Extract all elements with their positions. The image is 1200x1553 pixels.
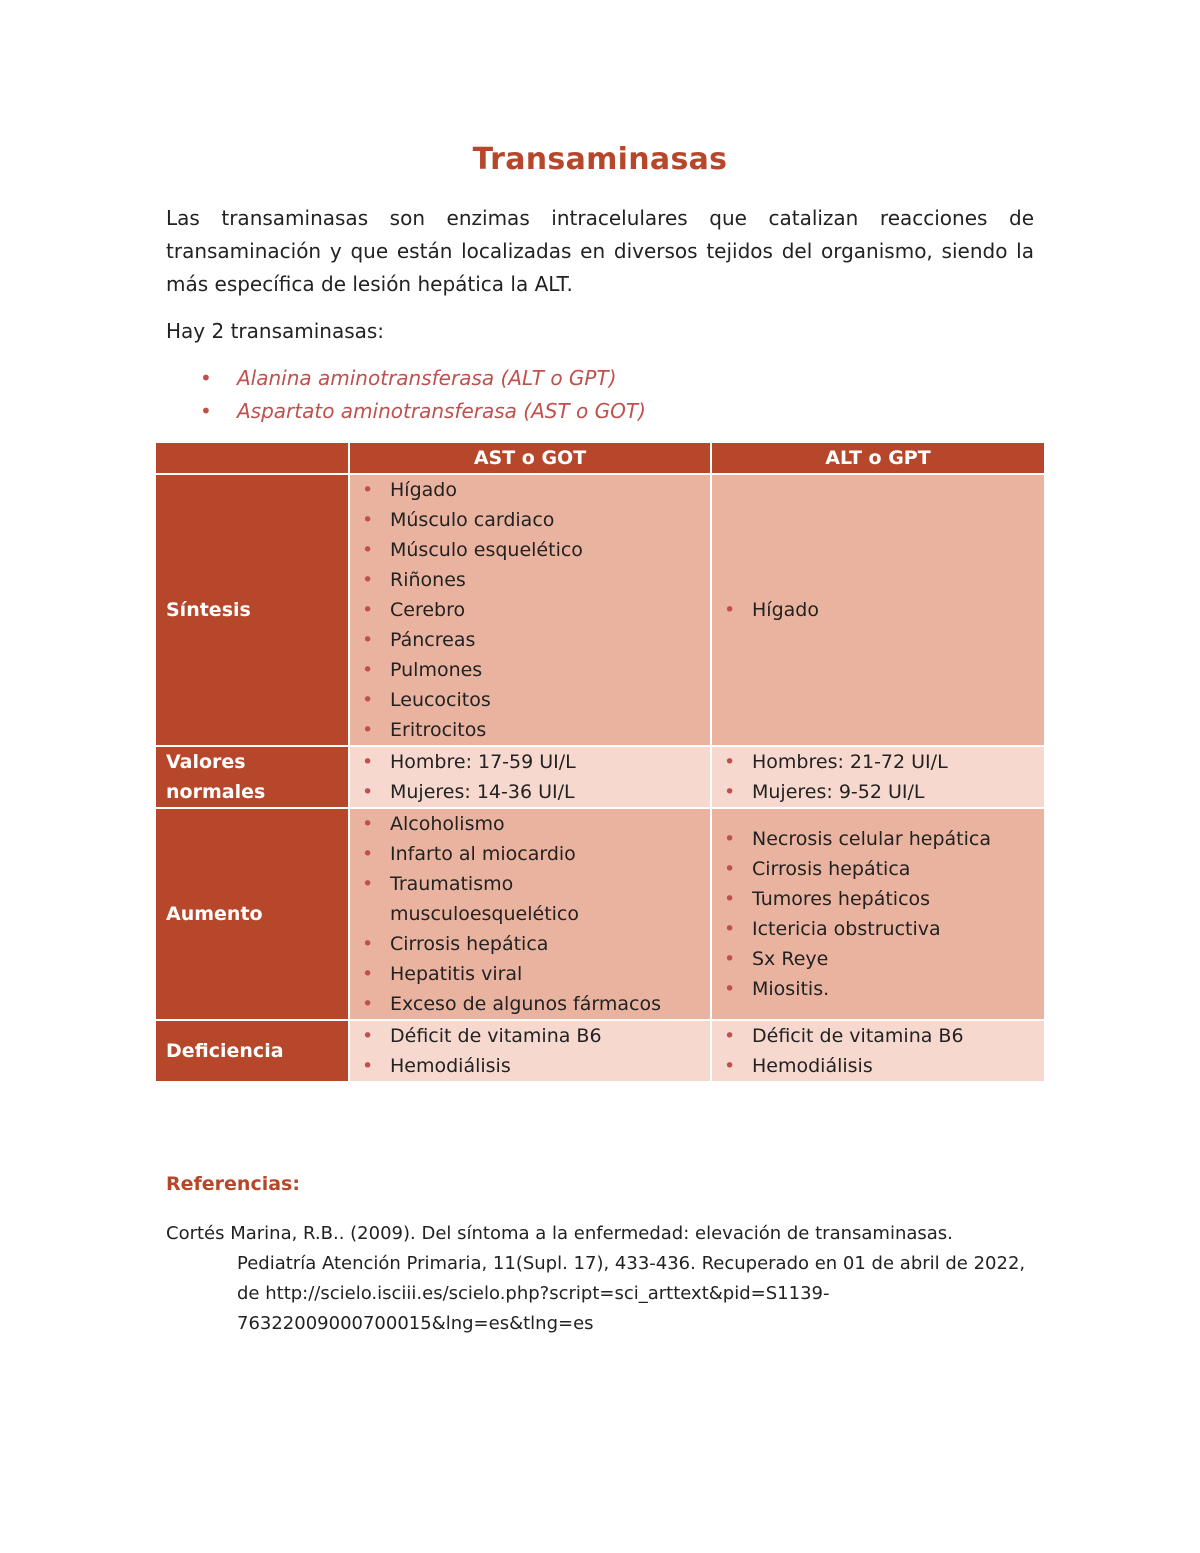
item-text: Pulmones (390, 659, 483, 681)
bullet-icon: • (724, 978, 736, 1000)
row-label-line: Valores (166, 751, 246, 773)
item-text: Necrosis celular hepática (752, 828, 991, 850)
bullet-icon: • (724, 858, 736, 880)
list-item (712, 974, 1044, 1004)
list-item (712, 854, 1044, 884)
enzyme-list (200, 362, 646, 428)
bullet-icon: • (362, 629, 374, 651)
enzyme-label: Aspartato aminotransferasa (AST o GOT) (237, 399, 646, 423)
bullet-icon: • (724, 1025, 736, 1047)
list-item (350, 747, 710, 777)
bullet-icon: • (362, 659, 374, 681)
row-label-sintesis: Síntesis (156, 475, 350, 747)
cell-ast-valores (350, 747, 712, 809)
bullet-icon: • (362, 751, 374, 773)
list-item (712, 824, 1044, 854)
list-item (350, 535, 710, 565)
table-row-sintesis (156, 475, 1044, 747)
item-text: Eritrocitos (390, 719, 487, 741)
bullet-icon: • (724, 751, 736, 773)
cell-alt-deficiencia (712, 1021, 1044, 1081)
item-text: Traumatismo musculoesquelético (390, 873, 579, 925)
table-row-valores (156, 747, 1044, 809)
row-label-aumento: Aumento (156, 809, 350, 1021)
bullet-icon: • (362, 479, 374, 501)
list-item (712, 914, 1044, 944)
bullet-icon: • (362, 843, 374, 865)
list-item (350, 869, 710, 929)
alt-aumento-list (712, 824, 1044, 1004)
list-item (350, 989, 710, 1019)
row-label-line: normales (166, 781, 266, 803)
bullet-icon: • (724, 828, 736, 850)
cell-alt-valores (712, 747, 1044, 809)
ast-deficiencia-list (350, 1021, 710, 1081)
item-text: Hígado (752, 599, 819, 621)
ast-sintesis-list (350, 475, 710, 745)
item-text: Hepatitis viral (390, 963, 523, 985)
list-item (350, 505, 710, 535)
list-item (350, 839, 710, 869)
list-item (712, 1051, 1044, 1081)
bullet-icon: • (362, 1055, 374, 1077)
bullet-icon: • (362, 689, 374, 711)
cell-ast-aumento (350, 809, 712, 1021)
cell-alt-aumento (712, 809, 1044, 1021)
enzyme-label: Alanina aminotransferasa (ALT o GPT) (237, 366, 617, 390)
item-text: Mujeres: 9-52 UI/L (752, 781, 925, 803)
item-text: Músculo cardiaco (390, 509, 555, 531)
header-cell-ast: AST o GOT (350, 443, 712, 475)
enzyme-item (200, 362, 646, 395)
item-text: Hemodiálisis (752, 1055, 873, 1077)
bullet-icon: • (724, 948, 736, 970)
page-title: Transaminasas (472, 142, 728, 177)
bullet-icon: • (362, 873, 374, 895)
item-text: Sx Reye (752, 948, 829, 970)
bullet-icon: • (362, 509, 374, 531)
item-text: Infarto al miocardio (390, 843, 576, 865)
list-item (712, 777, 1044, 807)
item-text: Leucocitos (390, 689, 491, 711)
item-text: Tumores hepáticos (752, 888, 931, 910)
cell-ast-sintesis (350, 475, 712, 747)
item-text: Déficit de vitamina B6 (752, 1025, 964, 1047)
item-text: Páncreas (390, 629, 476, 651)
enzyme-count-line: Hay 2 transaminasas: (166, 319, 385, 343)
reference-entry: Cortés Marina, R.B.. (2009). Del síntoma a la enfermedad: elevación de transaminasas. Pediatría Atención Primaria, 11(Supl. 17), 433-436. Recuperado en 01 de abril de 2022, de http://scielo.isciii.es/scielo.php?script=sci_arttext&pid=S1139-76322009000700015&lng=es&tlng=es (166, 1223, 1026, 1334)
header-cell-alt: ALT o GPT (712, 443, 1044, 475)
bullet-icon: • (362, 813, 374, 835)
references-heading: Referencias: (166, 1173, 300, 1195)
bullet-icon: • (362, 539, 374, 561)
bullet-icon: • (724, 781, 736, 803)
bullet-icon: • (362, 1025, 374, 1047)
list-item (712, 595, 1044, 625)
bullet-icon: • (362, 993, 374, 1015)
item-text: Mujeres: 14-36 UI/L (390, 781, 575, 803)
ast-aumento-list (350, 809, 710, 1019)
list-item (350, 777, 710, 807)
bullet-icon: • (724, 918, 736, 940)
item-text: Músculo esquelético (390, 539, 583, 561)
list-item (350, 475, 710, 505)
alt-sintesis-list (712, 595, 1044, 625)
bullet-icon: • (362, 933, 374, 955)
list-item (350, 655, 710, 685)
item-text: Hombre: 17-59 UI/L (390, 751, 576, 773)
table-row-deficiencia (156, 1021, 1044, 1081)
bullet-icon: • (200, 399, 212, 423)
bullet-icon: • (362, 569, 374, 591)
bullet-icon: • (200, 366, 212, 390)
list-item (712, 944, 1044, 974)
list-item (350, 959, 710, 989)
list-item (350, 1051, 710, 1081)
item-text: Hemodiálisis (390, 1055, 511, 1077)
item-text: Exceso de algunos fármacos (390, 993, 661, 1015)
row-label-valores (156, 747, 350, 809)
cell-ast-deficiencia (350, 1021, 712, 1081)
ast-valores-list (350, 747, 710, 807)
bullet-icon: • (724, 599, 736, 621)
list-item (350, 929, 710, 959)
transaminases-table (156, 443, 1044, 1081)
item-text: Hombres: 21-72 UI/L (752, 751, 948, 773)
list-item (350, 715, 710, 745)
alt-deficiencia-list (712, 1021, 1044, 1081)
item-text: Hígado (390, 479, 457, 501)
enzyme-item (200, 395, 646, 428)
bullet-icon: • (724, 1055, 736, 1077)
alt-valores-list (712, 747, 1044, 807)
bullet-icon: • (362, 963, 374, 985)
list-item (350, 595, 710, 625)
bullet-icon: • (362, 719, 374, 741)
list-item (712, 884, 1044, 914)
list-item (350, 809, 710, 839)
item-text: Cerebro (390, 599, 466, 621)
list-item (350, 685, 710, 715)
item-text: Cirrosis hepática (390, 933, 549, 955)
bullet-icon: • (362, 781, 374, 803)
list-item (350, 625, 710, 655)
table-header-row (156, 443, 1044, 475)
row-label-deficiencia: Deficiencia (156, 1021, 350, 1081)
item-text: Riñones (390, 569, 466, 591)
header-cell-empty (156, 443, 350, 475)
list-item (712, 747, 1044, 777)
list-item (712, 1021, 1044, 1051)
item-text: Déficit de vitamina B6 (390, 1025, 602, 1047)
bullet-icon: • (362, 599, 374, 621)
list-item (350, 1021, 710, 1051)
list-item (350, 565, 710, 595)
item-text: Miositis. (752, 978, 830, 1000)
intro-paragraph: Las transaminasas son enzimas intracelulares que catalizan reacciones de transaminación y que están localizadas en diversos tejidos del organismo, siendo la más específica de lesión hepática la ALT. (166, 206, 1034, 296)
item-text: Cirrosis hepática (752, 858, 911, 880)
bullet-icon: • (724, 888, 736, 910)
item-text: Ictericia obstructiva (752, 918, 941, 940)
cell-alt-sintesis (712, 475, 1044, 747)
item-text: Alcoholismo (390, 813, 505, 835)
table-row-aumento (156, 809, 1044, 1021)
